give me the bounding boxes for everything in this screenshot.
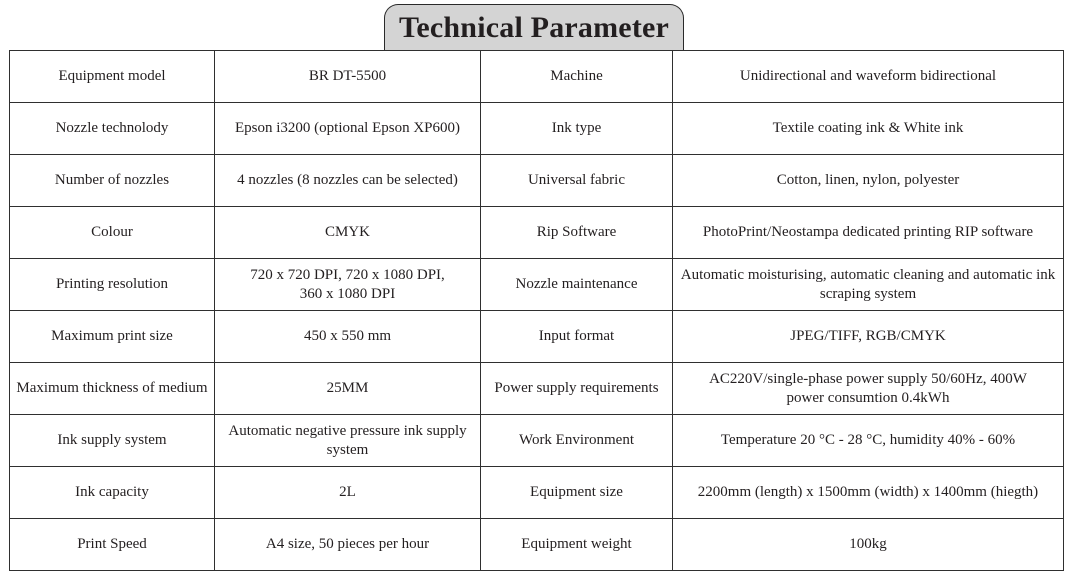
param-value: BR DT-5500: [215, 51, 481, 103]
page-title: Technical Parameter: [384, 4, 684, 50]
table-row: [10, 51, 1064, 103]
table-row: [10, 155, 1064, 207]
param-value: 720 x 720 DPI, 720 x 1080 DPI, 360 x 1080 DPI: [215, 259, 481, 311]
table-row: [10, 415, 1064, 467]
param-value: AC220V/single-phase power supply 50/60Hz, 400W power consumtion 0.4kWh: [673, 363, 1064, 415]
table-row: [10, 519, 1064, 571]
param-value: Automatic moisturising, automatic cleaning and automatic ink scraping system: [673, 259, 1064, 311]
param-label: Input format: [481, 311, 673, 363]
param-label: Maximum print size: [10, 311, 215, 363]
param-label: Colour: [10, 207, 215, 259]
param-label: Nozzle technolody: [10, 103, 215, 155]
param-label: Universal fabric: [481, 155, 673, 207]
param-value: 4 nozzles (8 nozzles can be selected): [215, 155, 481, 207]
param-label: Number of nozzles: [10, 155, 215, 207]
param-value: Unidirectional and waveform bidirectional: [673, 51, 1064, 103]
param-value: Cotton, linen, nylon, polyester: [673, 155, 1064, 207]
table-row: [10, 207, 1064, 259]
param-value: Epson i3200 (optional Epson XP600): [215, 103, 481, 155]
param-label: Work Environment: [481, 415, 673, 467]
param-label: Ink type: [481, 103, 673, 155]
param-label: Print Speed: [10, 519, 215, 571]
param-label: Printing resolution: [10, 259, 215, 311]
param-value: JPEG/TIFF, RGB/CMYK: [673, 311, 1064, 363]
param-value: PhotoPrint/Neostampa dedicated printing RIP software: [673, 207, 1064, 259]
param-label: Maximum thickness of medium: [10, 363, 215, 415]
param-value: 2L: [215, 467, 481, 519]
param-label: Equipment model: [10, 51, 215, 103]
table-row: [10, 311, 1064, 363]
param-label: Ink supply system: [10, 415, 215, 467]
param-value: Temperature 20 °C - 28 °C, humidity 40% - 60%: [673, 415, 1064, 467]
param-value: CMYK: [215, 207, 481, 259]
table-row: [10, 467, 1064, 519]
param-label: Ink capacity: [10, 467, 215, 519]
table-row: [10, 103, 1064, 155]
table-row: [10, 259, 1064, 311]
param-value: Automatic negative pressure ink supply system: [215, 415, 481, 467]
param-label: Machine: [481, 51, 673, 103]
table-row: [10, 363, 1064, 415]
param-value: 450 x 550 mm: [215, 311, 481, 363]
param-label: Power supply requirements: [481, 363, 673, 415]
param-value: 2200mm (length) x 1500mm (width) x 1400mm (hiegth): [673, 467, 1064, 519]
param-value: Textile coating ink & White ink: [673, 103, 1064, 155]
param-label: Nozzle maintenance: [481, 259, 673, 311]
parameter-table: [9, 50, 1064, 571]
param-label: Rip Software: [481, 207, 673, 259]
param-value: A4 size, 50 pieces per hour: [215, 519, 481, 571]
param-label: Equipment size: [481, 467, 673, 519]
param-label: Equipment weight: [481, 519, 673, 571]
param-value: 100kg: [673, 519, 1064, 571]
param-value: 25MM: [215, 363, 481, 415]
